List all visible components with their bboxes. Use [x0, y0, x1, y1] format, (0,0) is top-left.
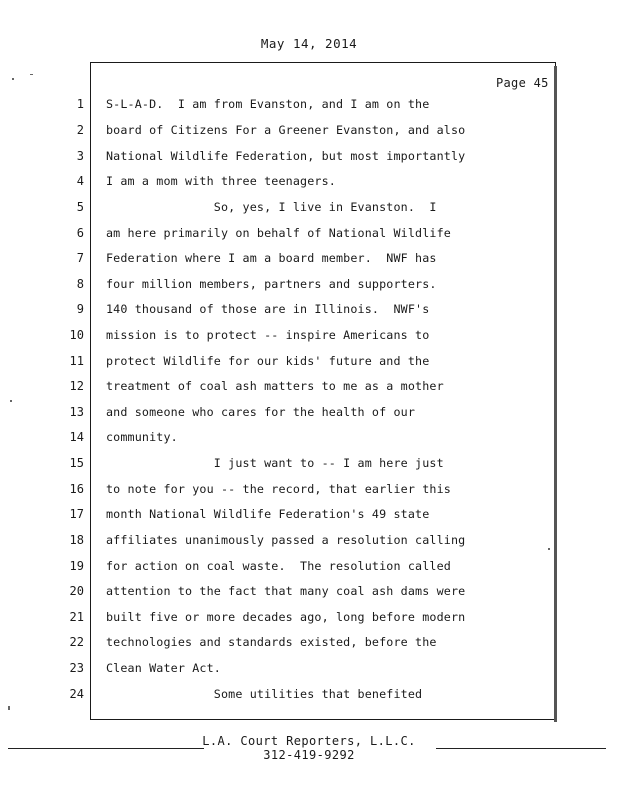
transcript-line: National Wildlife Federation, but most importantly [106, 149, 466, 163]
transcript-line: 140 thousand of those are in Illinois. NWF's [106, 302, 430, 316]
transcript-line: attention to the fact that many coal ash dams were [106, 584, 466, 598]
line-number: 24 [69, 687, 84, 701]
line-number: 20 [69, 584, 84, 598]
transcript-line: to note for you -- the record, that earlier this [106, 482, 451, 496]
transcript-line: I am a mom with three teenagers. [106, 174, 336, 188]
line-number: 5 [76, 200, 84, 214]
frame-shadow [554, 66, 557, 722]
footer-company: L.A. Court Reporters, L.L.C. [202, 734, 416, 748]
transcript-line: four million members, partners and supporters. [106, 277, 437, 291]
footer-phone: 312-419-9292 [263, 748, 355, 762]
line-number: 22 [69, 635, 84, 649]
transcript-line: for action on coal waste. The resolution called [106, 559, 451, 573]
transcript-line: Clean Water Act. [106, 661, 221, 675]
transcript-line: and someone who cares for the health of our [106, 405, 416, 419]
line-number: 7 [76, 251, 84, 265]
transcript-line: technologies and standards existed, before the [106, 635, 437, 649]
transcript-line: S-L-A-D. I am from Evanston, and I am on the [106, 97, 430, 111]
transcript-line: affiliates unanimously passed a resolution calling [106, 533, 466, 547]
line-number: 2 [76, 123, 84, 137]
transcript-line: community. [106, 430, 178, 444]
scan-speck [10, 400, 12, 402]
transcript-line: protect Wildlife for our kids' future and the [106, 354, 430, 368]
line-number: 3 [76, 149, 84, 163]
line-number: 10 [69, 328, 84, 342]
line-number: 4 [76, 174, 84, 188]
line-number: 15 [69, 456, 84, 470]
transcript-line: Federation where I am a board member. NWF has [106, 251, 437, 265]
line-number: 18 [69, 533, 84, 547]
line-number: 23 [69, 661, 84, 675]
transcript-line: am here primarily on behalf of National Wildlife [106, 226, 451, 240]
scan-speck [8, 706, 10, 710]
transcript-line: I just want to -- I am here just [106, 456, 444, 470]
line-number: 14 [69, 430, 84, 444]
transcript-line: Some utilities that benefited [106, 687, 423, 701]
scan-speck [548, 548, 550, 550]
transcript-line: So, yes, I live in Evanston. I [106, 200, 437, 214]
line-number: 13 [69, 405, 84, 419]
line-number: 17 [69, 507, 84, 521]
transcript-line: month National Wildlife Federation's 49 state [106, 507, 430, 521]
transcript-line: board of Citizens For a Greener Evanston, and also [106, 123, 466, 137]
line-number: 11 [69, 354, 84, 368]
transcript-line: treatment of coal ash matters to me as a mother [106, 379, 444, 393]
line-number: 12 [69, 379, 84, 393]
scan-speck [30, 74, 33, 75]
line-number: 6 [76, 226, 84, 240]
footer [0, 734, 618, 762]
line-number: 1 [76, 97, 84, 111]
transcript-line: mission is to protect -- inspire Americans to [106, 328, 430, 342]
header-date: May 14, 2014 [260, 36, 358, 51]
line-number: 19 [69, 559, 84, 573]
line-number: 16 [69, 482, 84, 496]
line-number: 21 [69, 610, 84, 624]
scan-speck [12, 78, 14, 80]
transcript-line: built five or more decades ago, long before modern [106, 610, 466, 624]
page-number: Page 45 [496, 76, 549, 90]
line-number: 8 [76, 277, 84, 291]
line-number: 9 [76, 302, 84, 316]
